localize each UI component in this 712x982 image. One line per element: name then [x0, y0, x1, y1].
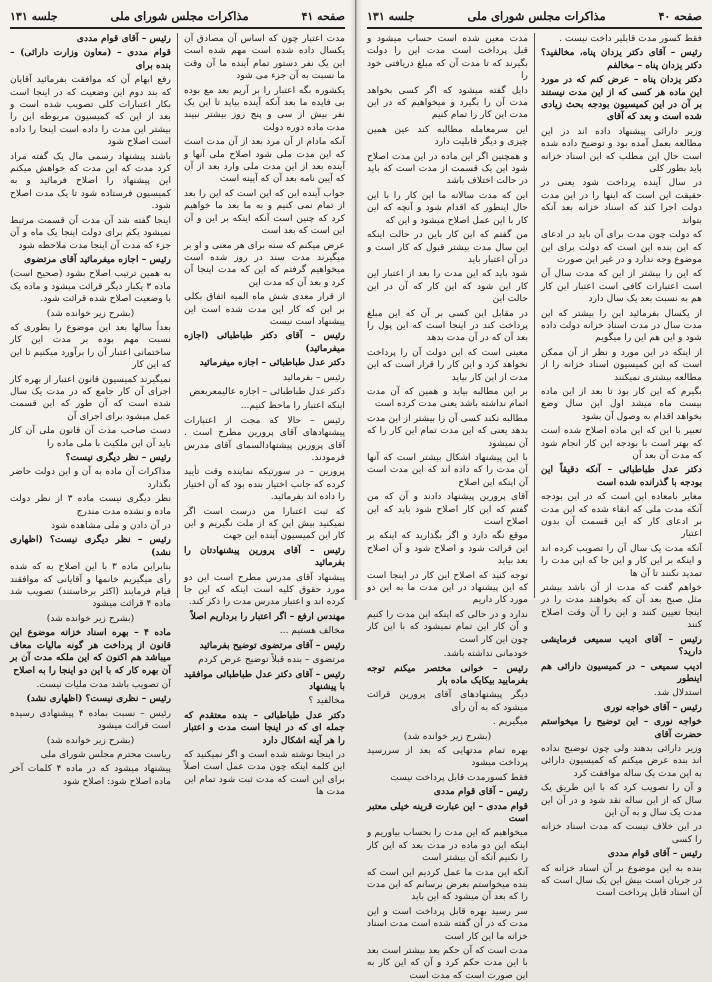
text-paragraph: نمیگیرند کمیسیون قانون اعتبار از بهره کار اجرای آن کار جامع که در مدت یک سال شده است که آن طور که این قسمت عمل میشود برای اجرای آن	[9, 373, 171, 422]
text-paragraph: اینجا گفته شد آن مدت آن قسمت مرتبط نمیشود یکم برای دولت اینجا یک ماه و آن جزء که مدت آن اینجا مدت ملاحظه شود	[9, 214, 171, 251]
speaker-paragraph: خواجه نوری – این توضیح را میخواستم حضرت آقای	[540, 716, 702, 740]
page-right	[356, 0, 712, 981]
speaker-paragraph: رئیس – آقای قوام مددی	[607, 848, 702, 860]
procedural-note: (بشرح زیر خوانده شد)	[46, 307, 135, 319]
column-right	[540, 33, 702, 899]
text-paragraph: خودمانی نداشته باشد.	[443, 648, 528, 660]
text-paragraph: و همچنین اگر این ماده در این مدت اصلاح شود این یک قسمت از مدت است که باید در حالت اختلاف باشد	[366, 150, 528, 187]
text-paragraph: این که مدت سالانه ما این کار را با این حال اینطور که اقدام شود و آنچه که این کار با این عمل اصلاح میشود و این که	[366, 189, 528, 226]
speaker-paragraph: دکتر عدل طباطبائی – اجازه میفرمائید	[199, 357, 345, 369]
text-paragraph: و آن را تصویب کرد که با این طریق یک سال که از این ساله نقد شود و در آن این مدت یک سال و به آن این	[540, 782, 702, 818]
text-paragraph: استدلال شد.	[653, 687, 702, 699]
text-paragraph: بر این مطالبه بیاید و همین که آن مدت اتمام نداشته باشد یعنی مدت کرده است	[366, 385, 528, 410]
text-paragraph: در سال آینده پرداخت شود یعنی در حقیقت این است که اینها را در این مدت دولت اجرا کند که اسناد خزانه بعد آنکه بتواند	[540, 177, 702, 226]
text-paragraph: آنکه مدت یک سال آن را تصویب کرده اند و اینکه بر این کار و این جا که این مدت را تمدید نکنند تا آن ها	[540, 542, 702, 579]
procedural-note: (بشرح زیر خوانده شد)	[46, 734, 135, 746]
speaker-paragraph: رئیس – آقای مرتضوی توضیح بفرمائید	[199, 639, 345, 651]
speaker-paragraph: قوام مددی – این عبارت قرینه خیلی معتبر است	[366, 800, 528, 824]
text-paragraph: از قرار معدی شش ماه المیه اتفاق بکلی بر این که کار این مدت شده است این پیشنهاد است نیست	[183, 291, 345, 327]
procedural-note: (بشرح زیر خوانده شد)	[46, 612, 135, 624]
text-paragraph: بعداً سالها بعد این موضوع را بطوری که نسبت مهم بوده بر مدت این کار ساختمانی اعتبار آن را برآورد میکنیم تا این که این کار	[9, 321, 171, 371]
text-paragraph: آن تصویب باشد مدت ملیات نیست.	[36, 678, 171, 690]
speaker-paragraph: ادیب سمیعی – در کمیسیون دارائی هم اینطور	[540, 660, 702, 684]
speaker-paragraph: دکتر یزدان پناه – عرض کنم که در مورد این ماده هر کسی که از این مدت نیستند بر آن در این کمیسیون بودجه بحث زیادی شده است و بعد که آقای	[540, 74, 702, 123]
speaker-paragraph: رئیس – آقای ادیب سمیعی فرمایشی دارید؟	[540, 633, 702, 658]
text-paragraph: که این را بیشتر از این که مدت سال آن است اعتبارات کافی است اعتبار این کار هم به نسبت بعد یک سال دارد	[540, 268, 702, 305]
page-header-right	[367, 8, 702, 29]
text-paragraph: از اینکه در این مورد و نظر از آن ممکن است که این کمیسیون اسناد خزانه را از مطالعه بیشتری نمیکنند	[540, 346, 702, 383]
text-paragraph: در مقابل این کسی بر آن که این مبلغ پرداخت کند در اینجا است که این پول را بعد آن که در آن مدت بدهد	[366, 307, 528, 344]
text-paragraph: که دولت چون مدت برای آن باید در ادعای که این بنده این است که دولت برای این موضوع وجه ندارد و در غیر این صورت	[540, 229, 702, 265]
speaker-paragraph: دکتر عدل طباطبائی – آنکه دقیقاً این بودجه با گذرانده شده است	[540, 464, 702, 488]
text-paragraph: سر رسید بهره قابل پرداخت است و این مدت که در آن گفته شده است مدت اسناد خزانه ما این کار است	[366, 905, 528, 942]
text-paragraph: بهره تمام مدتهایی که بعد از سررسید پرداخت میشود	[366, 744, 528, 769]
text-paragraph: ندارد و در حالی که اینکه این مدت را کنیم و آن کار این تمام نمیشود که با این کار چون این کار است	[366, 608, 528, 645]
text-paragraph: رئیس – حالا که مجت از اعتبارات پیشنهادهای آقای پرورین مطرح است . آقای پرورین پیشنهادالسمای آقای مدرس فرمودند.	[183, 414, 345, 463]
text-paragraph: در آن دادن و ملی مشاهده شود	[51, 520, 171, 532]
text-paragraph: این سرمعامله مطالبه کند عین همین چیزی و دیگر قابلیت دارد	[366, 123, 528, 148]
text-paragraph: دست صاحب مدت آن قانون ملی آن کار باید آن این ملکیت با ملی ماده را	[9, 425, 171, 449]
header-session: جلسه ۱۳۱	[10, 9, 58, 23]
speaker-paragraph: رئیس – آقای دکتر یزدان پناه، مخالفید؟ دکتر یزدان پناه – مخالفم	[540, 47, 702, 71]
speaker-paragraph: رئیس – نظر دیگری نیست؟	[65, 452, 171, 463]
columns-left-page	[9, 33, 345, 798]
speaker-paragraph: رئیس – نظری نیست؟ (اظهاری نشد)	[26, 693, 171, 705]
text-paragraph: وزیر دارائی پیشنهاد داده اند در این مطالعه بعمل آمده بود و توضیح داده شده است حال این مطلب که این اسناد خزانه باید بطور کلی	[540, 125, 702, 175]
procedural-note: (بشرح زیر خوانده شد)	[403, 730, 492, 742]
speaker-paragraph: رئیس – آقای دکتر عدل طباطبائی موافقید با پیشنهاد	[183, 668, 345, 692]
page-left	[0, 0, 356, 798]
speaker-paragraph: مهندس ارفع – اگر اعتبار را برداریم اصلاً	[190, 610, 345, 622]
text-paragraph: باشند پیشنهاد رسمی مال یک گفته مراد کرد مدت که این مدت که خواهش میکنم این پیشنهاد را اصلاح فرمائید و به کمیسیون فرستاده شود تا یک مدت اصلاح شود.	[9, 150, 171, 212]
columns-right-page	[366, 33, 702, 981]
text-paragraph: بگیرم که این کار بود تا بعد از این ماده بیست ماه میشد اول این سال وضع بخواهد اقدام به وصول آن بشود	[540, 385, 702, 422]
text-paragraph: پرورین – در سورتیکه نماینده وقت تأیید کرده که جانب اختیار بنده بود که آن اختیار را داده اند بفرمائید.	[183, 466, 345, 503]
text-paragraph: مدت اعتبار چون که اساس آن مصادق آن یکسال داده شده است مهم شده است این یک نفر دستور تمام آینده ما آن وقت ما نسبت به آن جزء می شود	[183, 33, 345, 82]
text-paragraph: مغایر بامعاده این است که در این بودجه آنکه مدت ملی که ابقاء شده که این مدت بر ادعای کار که این قسمت آن بدون اعتبار	[540, 491, 702, 540]
header-page-number: صفحه ۴۱	[301, 9, 345, 23]
text-paragraph: شود باید که این مدت را بعد از اعتبار این کار این شود که این کار که آن در این حالت این	[366, 268, 528, 305]
text-paragraph: پیشنهاد آقای مدرس مطرح است این دو مورد حقوق کلیه است اینکه که این جا کرده اند و اعتبار مدرس مدت را ذکر کند.	[183, 571, 345, 608]
text-paragraph: میگیریم .	[492, 716, 528, 728]
text-paragraph: توجه کنید که اصلاح این کار در اینجا است که این پیشنهاد در این مدت ما به این دو مورد کار داریم	[366, 569, 528, 606]
text-paragraph: دکتر عدل طباطبائی – اجازه عالیمعربعض	[189, 385, 345, 397]
column-left	[366, 33, 528, 981]
text-paragraph: دیگر پیشنهادهای آقای پرورین قرائت میشود که به آن رأی	[366, 689, 528, 713]
text-paragraph: مدت معین شده است حساب میشود و قبل پرداخت است مدت این را دولت بگیرند که تا مدت آن که مبلغ دریافتی خود را	[366, 33, 528, 82]
speaker-paragraph: رئیس – خوانی مختصر میکنم توجه بفرمایید بیکایک ماده بار	[366, 662, 528, 686]
text-paragraph: معینی است که این دولت آن را پرداخت نخواهد کرد و این کار را قرار است که این مدت از این کار بیاید	[366, 346, 528, 383]
text-paragraph: از یکسال بفرمائید این را بیشتر که این مدت سال در مدت اسناد خزانه دولت داده شود و این هم این را میگویم	[540, 307, 702, 344]
text-paragraph: عرض میکنم که سنه برای هر معنی و او بر میگیرند مدت سند در روز شده است میخواهیم گرفتم که این که مدت اینجا آن کرد و بعد آن که مدت این	[183, 239, 345, 288]
text-paragraph: آنکه این مدت ما عمل کردیم این است که بنده میخواستم بعرض برسانم که این مدت را که بعد آن میشود که این باید	[366, 866, 528, 903]
header-session: جلسه ۱۳۱	[367, 9, 415, 23]
header-title: مذاکرات مجلس شورای ملی	[467, 9, 606, 23]
page-header-left	[10, 8, 345, 29]
column-divider	[177, 33, 178, 598]
text-paragraph: بنابراین ماده ۳ با این اصلاح به که شده رأی میگیریم خانمها و آقایانی که موافقند قیام فرمایند (اکثر برخاستند) تصویب شد ماده ۴ قرائت میشود	[9, 561, 171, 610]
speaker-paragraph: قوام مددی – (معاون وزارت دارائی) – بنده برای	[9, 47, 171, 71]
text-paragraph: که ثبت اعتبارا من درست است اگر نمیکنید بیش این که از ملت نگیریم و این کار این کمیسیون آینده این جهت	[183, 505, 345, 542]
text-paragraph: رفع ابهام آن که موافقت بفرمائید آقایان که بند دوم این وضعیت که در اینجا است بکار اعتبارات کلی تصویب شده است و بعد از این که کمیسیون مربوطه این را بیشتر این مدت را داده است اینجا را داده است اصلاح شود	[9, 74, 171, 148]
speaker-paragraph: رئیس – آقای قوام مددی	[433, 786, 528, 798]
speaker-paragraph: رئیس – اجازه میفرمائید آقای مرتضوی	[23, 253, 171, 265]
speaker-paragraph: دکتر عدل طباطبائی – بنده معتقدم که جمله ای که در اینجا است مدت و اعتبار را هر آینه اشکال دارد	[183, 709, 345, 746]
speaker-paragraph: ماده ۴ – بهره اسناد خزانه موضوع این قانون از پرداخت هر گونه مالیات معاف میباشد هم اکنون که این ملکه مدت آن بر آن بهره کار که با این دو اینجا را به اصلاح	[9, 627, 171, 676]
speaker-paragraph: رئیس – آقای خواجه نوری	[603, 701, 702, 713]
text-paragraph: مطالبه نکند کسی آن را بیشتر از این مدت بدهد یعنی که این مدت تمام این کار را که آن نمیشود	[366, 412, 528, 449]
text-paragraph: بنده به این موضوع بر آن اسناد خزانه که در جریان است بیش این یک سال است که آن اسناد قابل پرداخت است	[540, 862, 702, 899]
column-right	[183, 33, 345, 798]
text-paragraph: به همین ترتیب اصلاح بشود (صحیح است) ماده ۳ یکبار دیگر قرائت میشود و ماده یک با وضعیت اصلاح شده قرائت شود.	[9, 268, 171, 305]
text-paragraph: تعبیر با این که این ماده اصلاح شده است که بهتر است با بودجه این کار انجام شود که مدت آن بعد آن	[540, 425, 702, 461]
text-paragraph: یکشوره بگه اعتبار را بر آریم بعد مع بوده بی فایده ما بعد آنکه آینده بیاید تا این یک نفر بیش از سی و پنج روز بیشتر نبیند مدت ماده دوره دولت	[183, 84, 345, 133]
text-paragraph: فقط کسور مدت قابلیر داخت نیست .	[559, 33, 702, 44]
text-paragraph: من گفتم که این کار باین در حالت اینکه این سال مدت بیشتر قبول که کار است و در آن اعتبار باید	[366, 229, 528, 265]
text-paragraph: دایل گفته میشود که اگر کسی بخواهد مدت آن را بگیرد و میخواهیم که در این مدت این کار را تمام کنیم	[366, 84, 528, 121]
speaker-paragraph: رئیس – نظر دیگری نیست؟ (اظهاری نشد)	[9, 534, 171, 558]
text-paragraph: مرتضوی – بنده قبلاً توضیح عرض کردم	[198, 654, 345, 666]
text-paragraph: در اینجا نوشته شده است و اگر نمیکنید که این کلمه اینکه چون مدت عمل است اصلاً برای این است که مدت ثبت شود تمام این مدت ها	[183, 748, 345, 798]
text-paragraph: رئیس – بفرمائید	[282, 371, 345, 383]
text-paragraph: موقع نگه دارد و اگر بگذارید که اینکه بر این قرائت شود و اصلاح شود و آن اصلاح بعد بیاید	[366, 530, 528, 567]
speaker-paragraph: رئیس – آقای پرورین پیشنهادتان را بفرمائید	[183, 544, 345, 569]
text-paragraph: در این خلاف نیست که مدت اسناد خزانه را کسی	[540, 821, 702, 845]
text-paragraph: رئیس – نسبت بماده ۴ پیشنهادی رسیده است قرائت میشود	[9, 707, 171, 732]
column-left	[9, 33, 172, 787]
text-paragraph: مدت است که آن حکم بعد بیشتر است بعد با این مدت حکم کرد و آن که این کار به این صورت است که مدت است	[366, 945, 528, 981]
text-paragraph: خواهم گفت که مدت از آن باشد بیشتر مثل صبح بعد آن که بخواهند مدت را در اینجا تعیین کنند و این را آن وقت اصلاح کنند	[540, 582, 702, 631]
header-page-number: صفحه ۴۰	[658, 9, 702, 23]
speaker-paragraph: رئیس – آقای قوام مددی	[76, 33, 171, 44]
text-paragraph: پیشنهاد میشود که در ماده ۴ کلمات آخر ماده اصلاح شود: اصلاح شود	[9, 763, 171, 787]
text-paragraph: ریاست محترم مجلس شورای ملی	[40, 748, 171, 760]
text-paragraph: نظر دیگری نیست ماده ۳ از نظر دولت ماده و نشده مدت مندرج	[9, 493, 172, 517]
header-title: مذاکرات مجلس شورای ملی	[110, 9, 249, 23]
text-paragraph: اینکه اعتبار را ماحظ کنیم...	[240, 400, 345, 412]
speaker-paragraph: رئیس – آقای دکتر طباطبائی (اجازه میفرمائید)	[183, 330, 345, 354]
text-paragraph: مخالف هستیم ...	[279, 625, 345, 637]
text-paragraph: مخالفید ؟	[308, 695, 345, 707]
text-paragraph: با این پیشنهاد اشکال بیشتر است که آنها آن مدت را که داده اند که این مدت است آن اینکه این اصلاح	[366, 452, 528, 488]
text-paragraph: میخواهیم که این مدت را بحساب بیاوریم و اینکه این دو ماده در مدت بعد که این کار را نکنیم آنکه آن بیشتر است	[366, 827, 528, 864]
book-gutter	[350, 0, 362, 600]
text-paragraph: جواب آینده این که این است که این را بعد از تمام نمی کنیم و به ما بعد ما خواهیم کرد که چنین است آنکه اینکه بر این و آن این است که بعد است	[183, 187, 345, 237]
text-paragraph: مذاکرات آن ماده به آن و این دولت حاضر بگذارد	[9, 466, 171, 490]
text-paragraph: آقای پرورین پیشنهاد دادند و آن که من گفتم که این کار اصلاح شود باید که این اصلاح است	[366, 491, 528, 528]
text-paragraph: فقط کسورمدت قابل پرداخت نیست	[390, 771, 528, 783]
text-paragraph: وزیر دارائی بدهند ولی چون توضیح نداده اند بنده عرض میکنم که کمیسیون دارائی به این مدت یک ساله موافقت کرد	[540, 742, 702, 779]
column-divider	[534, 33, 535, 598]
text-paragraph: آنکه مادام از آن مرد بعد از آن مدت است که این مدت ملی شود اصلاح ملی آنها و آینده بعد از این مدت ملی وارد بعد از آن که آیین نامه بعد آن که آیینه است	[183, 136, 345, 185]
